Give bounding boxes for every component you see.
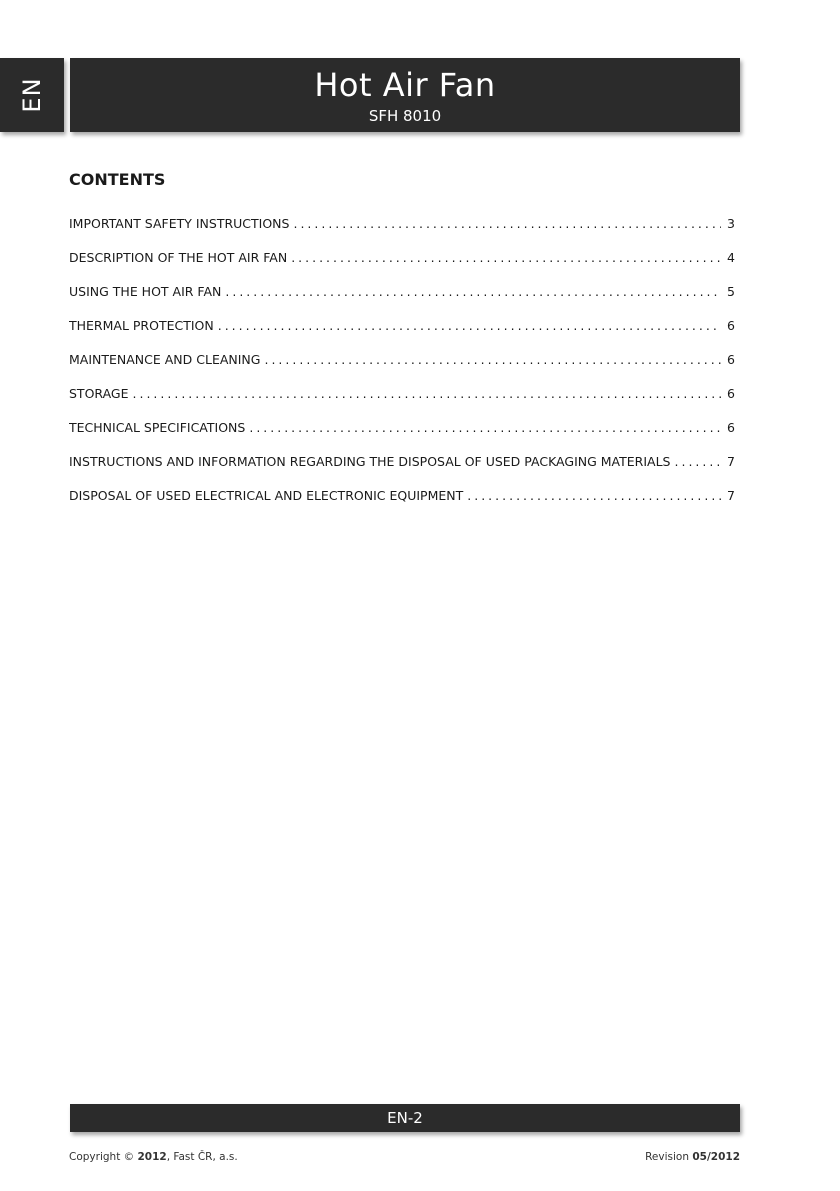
page-number: EN-2 (387, 1109, 423, 1127)
toc-item-page: 5 (727, 284, 735, 299)
page-number-bar (70, 1104, 740, 1132)
language-label: EN (18, 77, 46, 113)
header-bar (70, 58, 740, 132)
model-number: SFH 8010 (368, 107, 442, 125)
copyright-year: 2012 (137, 1151, 167, 1163)
toc-leader-dots (218, 318, 721, 333)
document-title: Hot Air Fan (314, 66, 496, 104)
toc-item-label: STORAGE (69, 386, 129, 401)
revision-label: Revision (645, 1151, 693, 1163)
toc-leader-dots (293, 216, 721, 231)
toc-item-page: 3 (727, 216, 735, 231)
toc-item-packaging-disposal[interactable] (69, 454, 735, 488)
copyright-company: , Fast ČR, a.s. (166, 1151, 238, 1163)
toc-leader-dots (291, 250, 721, 265)
revision-value: 05/2012 (692, 1151, 740, 1163)
toc-item-label: DESCRIPTION OF THE HOT AIR FAN (69, 250, 288, 265)
toc-leader-dots (249, 420, 721, 435)
copyright-prefix: Copyright © (69, 1151, 138, 1163)
toc-item-page: 6 (727, 352, 735, 367)
toc-item-label: DISPOSAL OF USED ELECTRICAL AND ELECTRONIC EQUIPMENT (69, 488, 464, 503)
toc-leader-dots (675, 454, 722, 469)
table-of-contents (69, 216, 735, 522)
toc-item-thermal-protection[interactable] (69, 318, 735, 352)
toc-item-using[interactable] (69, 284, 735, 318)
toc-item-page: 6 (727, 420, 735, 435)
toc-item-page: 4 (727, 250, 735, 265)
toc-leader-dots (264, 352, 721, 367)
toc-item-label: IMPORTANT SAFETY INSTRUCTIONS (69, 216, 290, 231)
toc-item-label: MAINTENANCE AND CLEANING (69, 352, 261, 367)
toc-leader-dots (467, 488, 721, 503)
contents-heading: CONTENTS (69, 170, 166, 189)
toc-leader-dots (133, 386, 721, 401)
toc-item-label: USING THE HOT AIR FAN (69, 284, 222, 299)
toc-item-page: 6 (727, 318, 735, 333)
language-tab (0, 58, 64, 132)
toc-leader-dots (225, 284, 721, 299)
copyright-notice (69, 1151, 238, 1163)
toc-item-storage[interactable] (69, 386, 735, 420)
toc-item-safety-instructions[interactable] (69, 216, 735, 250)
toc-item-label: TECHNICAL SPECIFICATIONS (69, 420, 246, 435)
toc-item-page: 6 (727, 386, 735, 401)
toc-item-page: 7 (727, 454, 735, 469)
revision-notice (645, 1151, 740, 1163)
toc-item-technical-specifications[interactable] (69, 420, 735, 454)
toc-item-weee-disposal[interactable] (69, 488, 735, 522)
toc-item-label: INSTRUCTIONS AND INFORMATION REGARDING THE DISPOSAL OF USED PACKAGING MATERIALS (69, 454, 671, 469)
toc-item-page: 7 (727, 488, 735, 503)
toc-item-description[interactable] (69, 250, 735, 284)
toc-item-label: THERMAL PROTECTION (69, 318, 214, 333)
toc-item-maintenance[interactable] (69, 352, 735, 386)
